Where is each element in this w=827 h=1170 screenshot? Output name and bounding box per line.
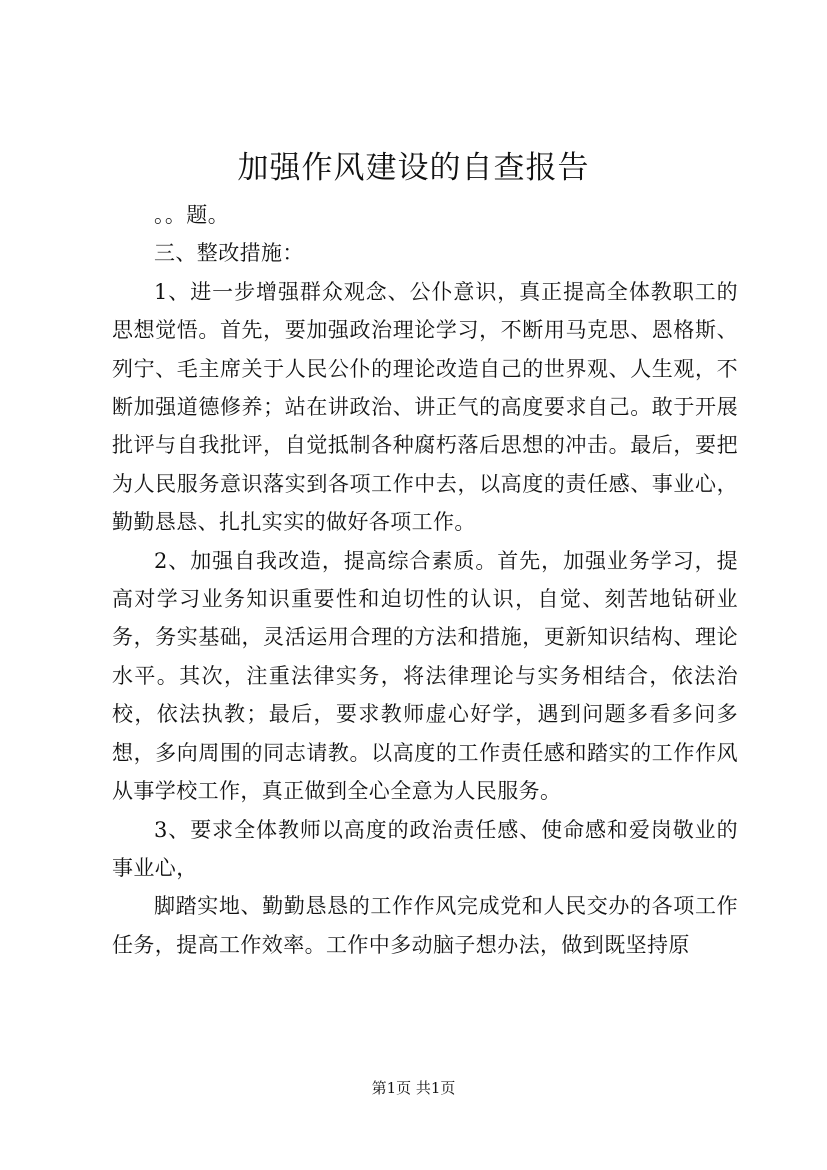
paragraph: 1、进一步增强群众观念、公仆意识，真正提高全体教职工的思想觉悟。首先，要加强政治理论学习，不断用马克思、恩格斯、列宁、毛主席关于人民公仆的理论改造自己的世界观、人生观，不断加强道德修养；站在讲政治、讲正气的高度要求自己。敢于开展批评与自我批评，自觉抵制各种腐朽落后思想的冲击。最后，要把为人民服务意识落实到各项工作中去，以高度的责任感、事业心，勤勤恳恳、扎扎实实的做好各项工作。 — [112, 279, 738, 535]
page-footer: 第1页 共1页 — [371, 1079, 456, 1097]
paragraph: 脚踏实地、勤勤恳恳的工作作风完成党和人民交办的各项工作任务，提高工作效率。工作中多动脑子想办法，做到既坚持原 — [112, 894, 738, 957]
paragraph: 。。题。 — [154, 203, 230, 227]
document-title: 加强作风建设的自查报告 — [237, 150, 590, 186]
document-body — [112, 196, 738, 964]
paragraph: 2、加强自我改造，提高综合素质。首先，加强业务学习，提高对学习业务知识重要性和迫切性的认识，自觉、刻苦地钻研业务，务实基础，灵活运用合理的方法和措施，更新知识结构、理论水平。其次，注重法律实务，将法律理论与实务相结合，依法治校，依法执教；最后，要求教师虚心好学，遇到问题多看多问多想，多向周围的同志请教。以高度的工作责任感和踏实的工作作风从事学校工作，真正做到全心全意为人民服务。 — [112, 548, 738, 804]
section-heading: 三、整改措施： — [154, 241, 304, 266]
paragraph: 3、要求全体教师以高度的政治责任感、使命感和爱岗敬业的事业心， — [112, 817, 738, 880]
